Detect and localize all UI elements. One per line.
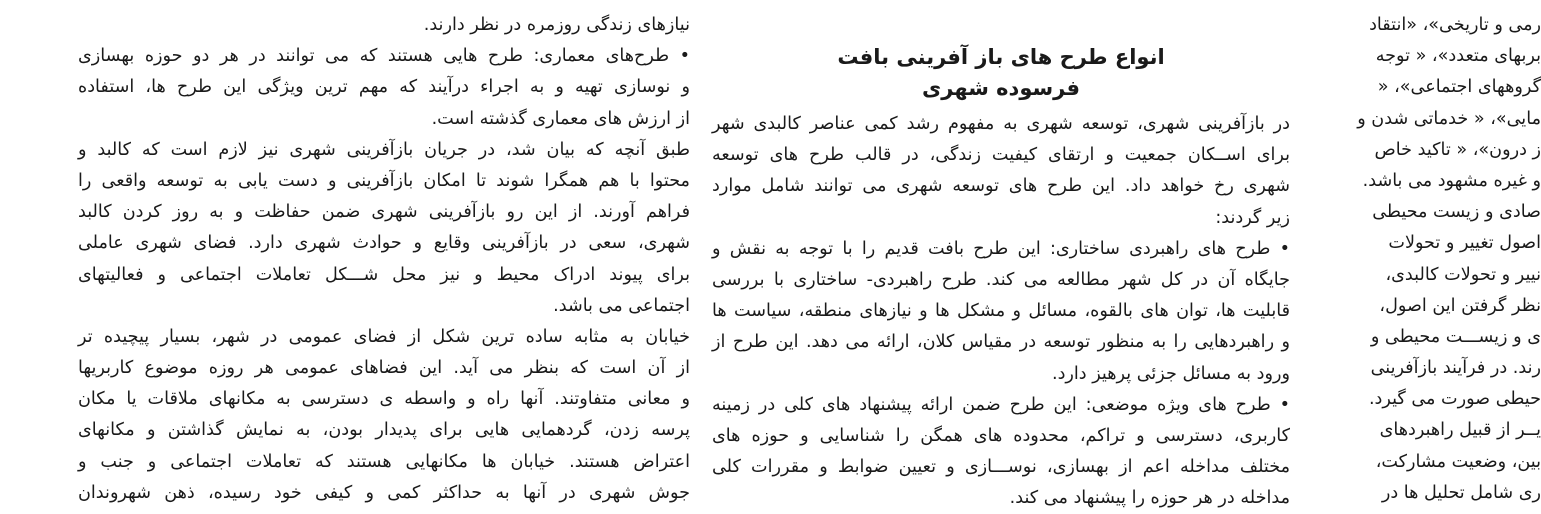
text-line: و غیره مشهود می باشد. — [1362, 170, 1541, 191]
left-column — [78, 0, 690, 513]
text-line: قابلیت ها، توان های بالقوه، مسائل و مشکل ها و نیازهای منطقه، سیاست ها — [712, 301, 1290, 322]
text-line: صادی و زیست محیطی — [1372, 202, 1541, 223]
text-line: • طرح های راهبردی ساختاری: این طرح بافت قدیم را با توجه به نقش و — [712, 238, 1290, 259]
text-line: و معانی متفاوتند. آنها راه و واسطه ی دسترسی به مکانهای ملاقات یا مکان — [78, 389, 690, 410]
text-line: جوش شهری در آنها به حداکثر کمی و کیفی خود رسیده، ذهن شهروندان — [78, 482, 690, 503]
text-line: فراهم آورند. از این رو بازآفرینی شهری ضمن حفاظت و به روز کردن کالبد — [78, 202, 690, 223]
section-heading — [712, 0, 1290, 109]
text-line: ی و زیســـت محیطی و — [1370, 326, 1541, 347]
text-line: نییر و تحولات کالبدی، — [1385, 264, 1541, 285]
text-line: ری شامل تحلیل ها در — [1381, 482, 1541, 503]
text-line: یــر از قبیل راهبردهای — [1379, 420, 1541, 441]
text-line: از آن است که بنظر می آید. این فضاهای عمومی هر روزه موضوع کاربریها — [78, 358, 690, 379]
text-line: از ارزش های معماری گذشته است. — [431, 108, 690, 129]
text-line: بربهای متعدد»، « توجه — [1375, 46, 1541, 67]
text-line: مداخله در هر حوزه را پیشنهاد می کند. — [1009, 488, 1290, 509]
right-column — [1296, 0, 1541, 513]
text-line: ورود به مسائل جزئی پرهیز دارد. — [1051, 363, 1290, 384]
text-line: خیابان به مثابه ساده ترین شکل از فضای عمومی در شهر، بسیار پیچیده تر — [78, 326, 690, 347]
text-line: شهری، سعی در بازآفرینی وقایع و حوادث شهری دارد. فضای شهری عاملی — [78, 233, 690, 254]
text-line: بین، وضعیت مشارکت، — [1375, 451, 1541, 472]
middle-column — [712, 0, 1290, 513]
text-line: • طرح‌های معماری: طرح هایی هستند که می توانند در هر دو حوزه بهسازی — [78, 46, 690, 67]
text-line: نیازهای زندگی روزمره در نظر دارند. — [423, 15, 690, 35]
text-line: حیطی صورت می گیرد. — [1368, 389, 1541, 410]
text-line: برای اســکان جمعیت و ارتقای کیفیت زندگی، در قالب طرح های توسعه — [712, 145, 1290, 166]
text-line: در بازآفرینی شهری، توسعه شهری به مفهوم رشد کمی عناصر کالبدی شهر — [712, 114, 1290, 134]
text-line: گروههای اجتماعی»، « — [1377, 77, 1541, 98]
text-line: محتوا با هم همگرا شوند تا امکان بازآفرینی و دست یابی به توسعه واقعی را — [78, 170, 690, 191]
text-line: زیر گردند: — [1215, 207, 1290, 228]
text-line: اعتراض هستند. خیابان ها مکانهایی هستند که تعاملات اجتماعی و جنب و — [78, 451, 690, 472]
text-line: رند. در فرآیند بازآفرینی — [1370, 358, 1541, 379]
text-line: کاربری، دسترسی و تراکم، محدوده های همگن را شناسایی و حوزه های — [712, 425, 1290, 446]
text-line: • طرح های ویژه موضعی: این طرح ضمن ارائه پیشنهاد های کلی در زمینه — [712, 394, 1290, 415]
text-line: طبق آنچه که بیان شد، در جریان بازآفرینی شهری نیز لازم است که کالبد و — [78, 139, 690, 160]
heading-line: انواع طرح های باز آفرینی بافت — [837, 45, 1165, 69]
text-line: مایی»، « خدماتی شدن و — [1357, 108, 1541, 129]
text-line: اجتماعی می باشد. — [553, 295, 690, 316]
text-line: رمی و تاریخی»، «انتقاد — [1369, 15, 1541, 35]
text-line: ز درون»، « تاکید خاص — [1374, 139, 1541, 160]
text-line: و نوسازی تهیه و به اجراء درآیند که مهم ترین ویژگی این طرح ها، استفاده — [78, 77, 690, 98]
text-line: شهری رخ خواهد داد. این طرح های توسعه شهری می توانند شامل موارد — [712, 176, 1290, 197]
heading-line: فرسوده شهری — [922, 76, 1080, 100]
text-line: اصول تغییر و تحولات — [1388, 233, 1541, 254]
text-line: پرسه زدن، گردهمایی هایی برای پدیدار بودن، به نمایش گذاشتن و مکانهای — [78, 420, 690, 441]
text-line: و راهبردهایی را به منظور توسعه در مقیاس کلان، ارائه می دهد. این طرح از — [712, 332, 1290, 353]
text-line: جایگاه آن در کل شهر مطالعه می کند. طرح راهبردی- ساختاری با بررسی — [712, 269, 1290, 290]
text-line: برای پیوند ادراک محیط و نیز محل شـــکل تعاملات اجتماعی و فعالیتهای — [78, 264, 690, 285]
text-line: مختلف مداخله اعم از بهسازی، نوســـازی و تعیین ضوابط و مقررات کلی — [712, 457, 1290, 478]
text-line: نظر گرفتن این اصول، — [1379, 295, 1541, 316]
